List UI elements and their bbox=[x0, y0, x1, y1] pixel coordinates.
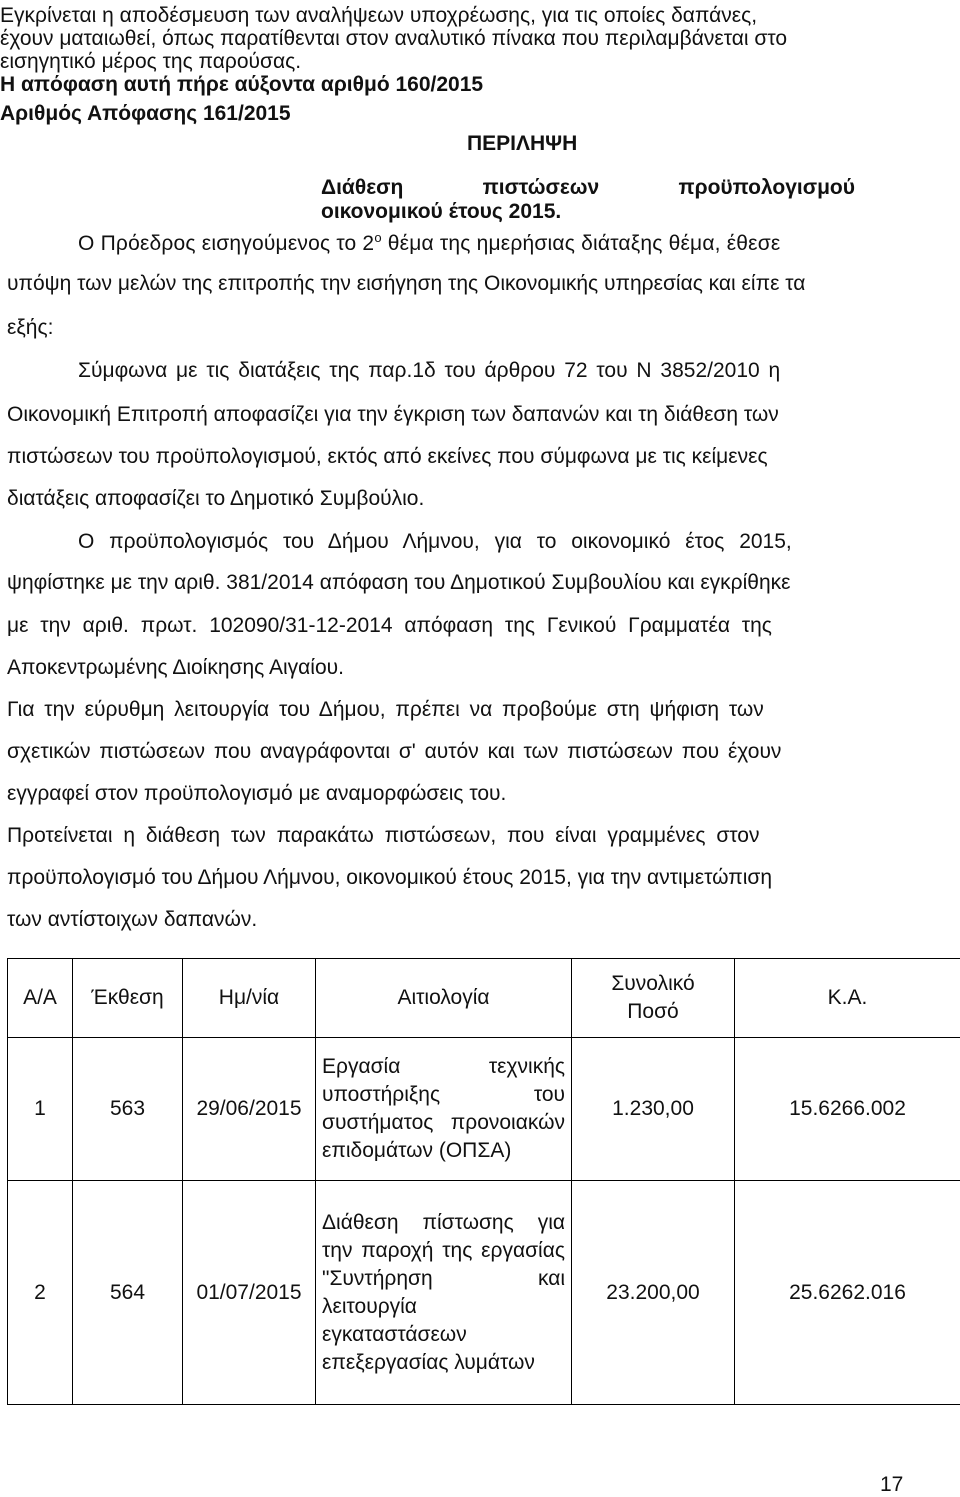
summary-subject-word: Διάθεση bbox=[321, 176, 404, 199]
paragraph-line: Ο προϋπολογισμός του Δήμου Λήμνου, για το οικονομικό έτος 2015, bbox=[78, 530, 792, 553]
summary-subject-word: προϋπολογισμού bbox=[678, 176, 855, 199]
paragraph-line: προϋπολογισμό του Δήμου Λήμνου, οικονομικού έτους 2015, για την αντιμετώπιση bbox=[7, 866, 773, 889]
table-header-row bbox=[8, 959, 960, 1038]
intro-line-3: εισηγητικό μέρος της παρούσας. bbox=[0, 50, 302, 73]
cell-date: 01/07/2015 bbox=[183, 1181, 316, 1405]
cell-aa: 1 bbox=[8, 1038, 73, 1181]
cell-account-code: 25.6262.016 bbox=[735, 1181, 960, 1405]
column-header-date: Ημ/νία bbox=[183, 959, 316, 1038]
superscript: ο bbox=[374, 230, 382, 245]
paragraph-line: εγγραφεί στον προϋπολογισμό με αναμορφώσεις του. bbox=[7, 782, 507, 805]
paragraph-line: πιστώσεων του προϋπολογισμού, εκτός από εκείνες που σύμφωνα με τις κείμενες bbox=[7, 445, 768, 468]
paragraph-line: των αντίστοιχων δαπανών. bbox=[7, 908, 258, 931]
cell-report: 563 bbox=[73, 1038, 183, 1181]
summary-subject-line bbox=[321, 176, 855, 200]
page-number: 17 bbox=[880, 1473, 904, 1496]
cell-reason: Εργασία τεχνικής υποστήριξης του συστήματος προνοιακών επιδομάτων (ΟΠΣΑ) bbox=[316, 1038, 572, 1181]
paragraph-line: διατάξεις αποφασίζει το Δημοτικό Συμβούλιο. bbox=[7, 487, 425, 510]
cell-amount: 23.200,00 bbox=[572, 1181, 735, 1405]
cell-report: 564 bbox=[73, 1181, 183, 1405]
paragraph-line bbox=[78, 230, 940, 256]
paragraph-line: Οικονομική Επιτροπή αποφασίζει για την έγκριση των δαπανών και τη διάθεση των bbox=[7, 403, 779, 426]
column-header-aa: Α/Α bbox=[8, 959, 73, 1038]
decision-number: Αριθμός Απόφασης 161/2015 bbox=[0, 102, 291, 125]
column-header-reason: Αιτιολογία bbox=[316, 959, 572, 1038]
paragraph-line: Για την εύρυθμη λειτουργία του Δήμου, πρέπει να προβούμε στη ψήφιση των bbox=[7, 698, 764, 721]
summary-heading: ΠΕΡΙΛΗΨΗ bbox=[467, 132, 578, 155]
credits-table bbox=[7, 958, 960, 1405]
paragraph-line: υπόψη των μελών της επιτροπής την εισήγηση της Οικονομικής υπηρεσίας και είπε τα bbox=[7, 272, 806, 295]
summary-subject-line-2: οικονομικού έτους 2015. bbox=[321, 200, 562, 223]
cell-amount: 1.230,00 bbox=[572, 1038, 735, 1181]
intro-line-1: Εγκρίνεται η αποδέσμευση των αναλήψεων υποχρέωσης, για τις οποίες δαπάνες, bbox=[0, 4, 758, 27]
cell-aa: 2 bbox=[8, 1181, 73, 1405]
paragraph-line: σχετικών πιστώσεων που αναγράφονται σ' αυτόν και των πιστώσεων που έχουν bbox=[7, 740, 782, 763]
decision-serial-number: Η απόφαση αυτή πήρε αύξοντα αριθμό 160/2015 bbox=[0, 73, 484, 96]
paragraph-line: εξής: bbox=[7, 316, 54, 339]
cell-account-code: 15.6266.002 bbox=[735, 1038, 960, 1181]
column-header-amount: Συνολικό Ποσό bbox=[572, 959, 735, 1038]
intro-line-2: έχουν ματαιωθεί, όπως παρατίθενται στον αναλυτικό πίνακα που περιλαμβάνεται στο bbox=[0, 27, 788, 50]
table-row bbox=[8, 1038, 960, 1181]
paragraph-text: Ο Πρόεδρος εισηγούμενος το 2 bbox=[78, 232, 375, 255]
column-header-account-code: Κ.Α. bbox=[735, 959, 960, 1038]
table-row bbox=[8, 1181, 960, 1405]
paragraph-line: ψηφίστηκε με την αριθ. 381/2014 απόφαση του Δημοτικού Συμβουλίου και εγκρίθηκε bbox=[7, 571, 791, 594]
paragraph-line: Αποκεντρωμένης Διοίκησης Αιγαίου. bbox=[7, 656, 344, 679]
cell-date: 29/06/2015 bbox=[183, 1038, 316, 1181]
summary-subject-word: πιστώσεων bbox=[482, 176, 600, 199]
cell-reason: Διάθεση πίστωσης για την παροχή της εργασίας "Συντήρηση και λειτουργία εγκαταστάσεων επεξεργασίας λυμάτων bbox=[316, 1181, 572, 1405]
paragraph-line: με την αριθ. πρωτ. 102090/31-12-2014 απόφαση της Γενικού Γραμματέα της bbox=[7, 614, 772, 637]
column-header-report: Έκθεση bbox=[73, 959, 183, 1038]
paragraph-text: θέμα της ημερήσιας διάταξης θέμα, έθεσε bbox=[381, 232, 781, 255]
paragraph-line: Προτείνεται η διάθεση των παρακάτω πιστώσεων, που είναι γραμμένες στον bbox=[7, 824, 760, 847]
paragraph-line: Σύμφωνα με τις διατάξεις της παρ.1δ του άρθρου 72 του Ν 3852/2010 η bbox=[78, 359, 781, 382]
